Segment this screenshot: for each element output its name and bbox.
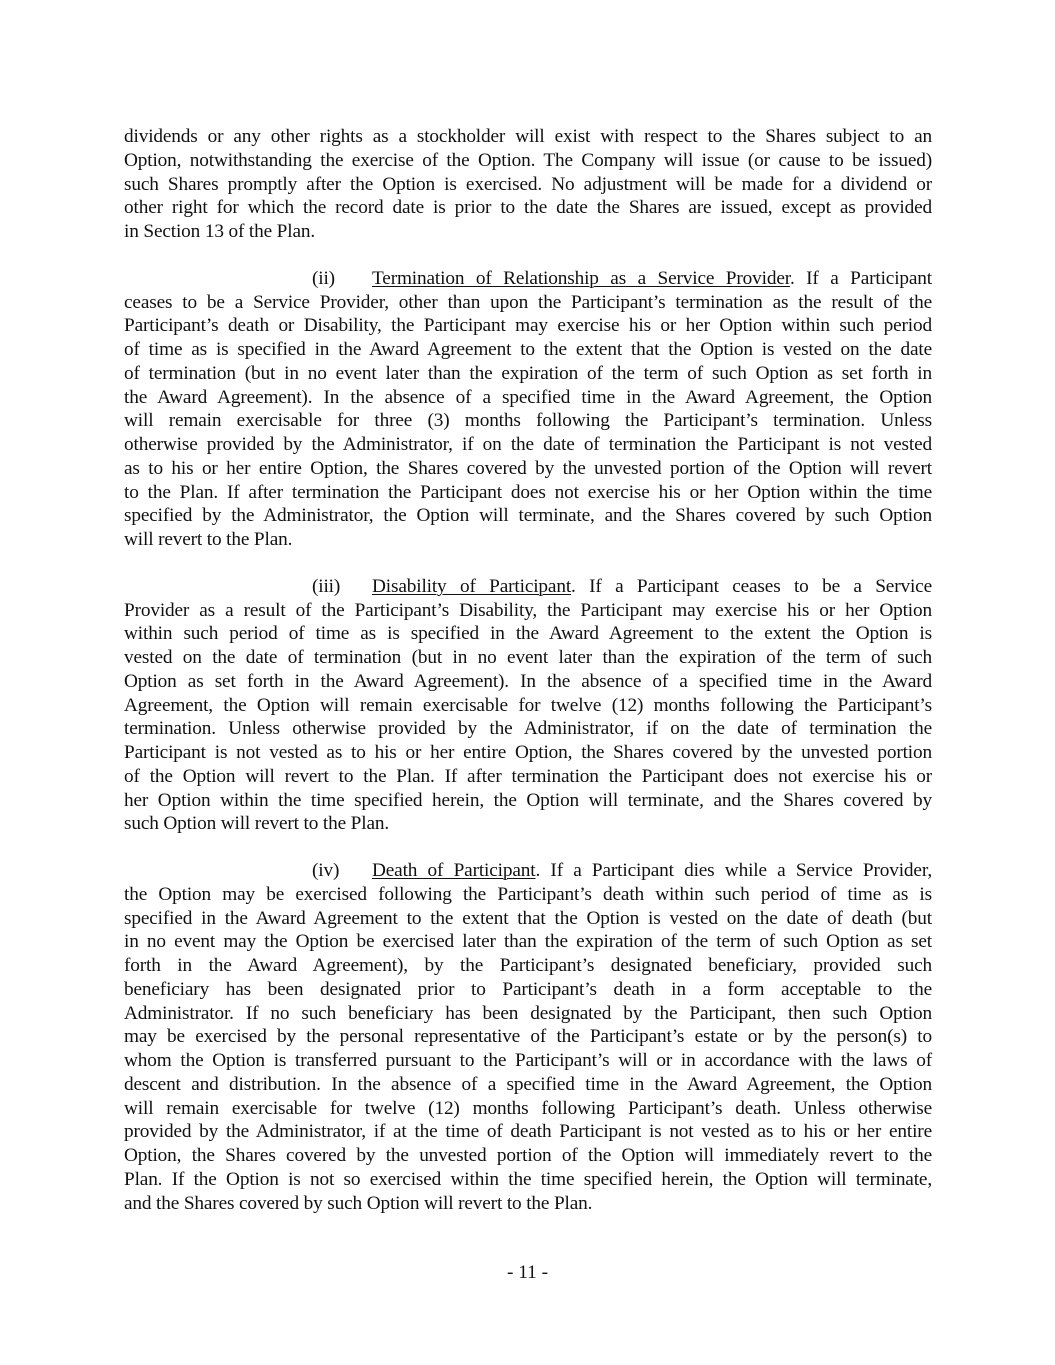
continued-paragraph bbox=[124, 125, 932, 244]
section-heading: Death of Participant bbox=[372, 860, 536, 881]
text-line: ceases to be a Service Provider, other than upon the Participant’s termination as the result of the bbox=[124, 291, 932, 313]
text-line: may be exercised by the personal representative of the Participant’s estate or by the person(s) to bbox=[124, 1026, 932, 1048]
text-line: Option, the Shares covered by the unvested portion of the Option will immediately revert to the bbox=[124, 1145, 932, 1166]
text-line: Option as set forth in the Award Agreement). In the absence of a specified time in the Award bbox=[124, 670, 932, 692]
section-number: (iv) bbox=[312, 860, 340, 881]
text-line: vested on the date of termination (but in no event later than the expiration of the term of such bbox=[124, 647, 932, 668]
text-line: of termination (but in no event later than the expiration of the term of such Option as set forth in bbox=[124, 362, 932, 384]
text-line: the Award Agreement). In the absence of a specified time in the Award Agreement, the Option bbox=[124, 386, 932, 408]
text-line: Option, notwithstanding the exercise of the Option. The Company will issue (or cause to be issued) bbox=[124, 149, 932, 171]
text-line: other right for which the record date is prior to the date the Shares are issued, except as provided bbox=[124, 197, 932, 219]
text-line: descent and distribution. In the absence of a specified time in the Award Agreement, the Option bbox=[124, 1073, 932, 1095]
text-line: beneficiary has been designated prior to Participant’s death in a form acceptable to the bbox=[124, 978, 932, 1000]
text-line: dividends or any other rights as a stockholder will exist with respect to the Shares subject to an bbox=[124, 126, 932, 147]
text-line: will revert to the Plan. bbox=[124, 529, 293, 550]
text-line: Participant’s death or Disability, the Participant may exercise his or her Option within such period bbox=[124, 315, 932, 337]
text-line: such Option will revert to the Plan. bbox=[124, 813, 390, 835]
text-line: her Option within the time specified herein, the Option will terminate, and the Shares covered by bbox=[124, 789, 932, 811]
text-line: otherwise provided by the Administrator, if on the date of termination the Participant is not vested bbox=[124, 434, 932, 455]
section-first-line bbox=[124, 575, 932, 599]
text-line: the Option may be exercised following the Participant’s death within such period of time as is bbox=[124, 883, 932, 905]
text-line: will remain exercisable for twelve (12) months following Participant’s death. Unless otherwise bbox=[124, 1097, 932, 1119]
text-line: to the Plan. If after termination the Participant does not exercise his or her Option within the time bbox=[124, 481, 932, 503]
text-line: in no event may the Option be exercised later than the expiration of the term of such Option as set bbox=[124, 931, 932, 953]
text-line: of time as is specified in the Award Agreement to the extent that the Option is vested on the date bbox=[124, 339, 932, 360]
document-page bbox=[124, 125, 932, 1238]
page-number: - 11 - bbox=[506, 1262, 549, 1283]
text-line: Provider as a result of the Participant’s Disability, the Participant may exercise his or her Option bbox=[124, 599, 932, 621]
text-line: provided by the Administrator, if at the time of death Participant is not vested as to his or her entire bbox=[124, 1121, 932, 1143]
text-line: specified by the Administrator, the Option will terminate, and the Shares covered by such Option bbox=[124, 505, 932, 527]
section-heading: Termination of Relationship as a Service Provider bbox=[372, 267, 790, 289]
section-first-line bbox=[124, 267, 932, 291]
text-line: whom the Option is transferred pursuant to the Participant’s will or in accordance with the laws of bbox=[124, 1050, 932, 1071]
section-number: (iii) bbox=[312, 575, 341, 597]
text-line: Administrator. If no such beneficiary has been designated by the Participant, then such Option bbox=[124, 1002, 932, 1024]
text-line: will remain exercisable for three (3) months following the Participant’s termination. Unless bbox=[124, 410, 932, 432]
text-line: Agreement, the Option will remain exercisable for twelve (12) months following the Participant’s bbox=[124, 694, 932, 716]
section-first-line-text: . If a Participant ceases to be a Service bbox=[571, 575, 932, 597]
section-number: (ii) bbox=[312, 267, 335, 289]
text-line: termination. Unless otherwise provided by the Administrator, if on the date of termination the bbox=[124, 718, 932, 740]
text-line: Plan. If the Option is not so exercised within the time specified herein, the Option will terminate, bbox=[124, 1168, 932, 1190]
text-line: as to his or her entire Option, the Shares covered by the unvested portion of the Option will revert bbox=[124, 457, 932, 479]
text-line: of the Option will revert to the Plan. If after termination the Participant does not exercise his or bbox=[124, 765, 932, 787]
text-line: within such period of time as is specified in the Award Agreement to the extent the Option is bbox=[124, 623, 932, 645]
text-line: specified in the Award Agreement to the extent that the Option is vested on the date of death (but bbox=[124, 907, 932, 929]
section-death-of-participant bbox=[124, 859, 932, 1215]
text-line: such Shares promptly after the Option is exercised. No adjustment will be made for a dividend or bbox=[124, 173, 932, 195]
section-first-line-text: . If a Participant dies while a Service Provider, bbox=[535, 860, 932, 881]
section-first-line-text: . If a Participant bbox=[789, 267, 932, 289]
section-disability-of-participant bbox=[124, 575, 932, 836]
section-first-line bbox=[124, 859, 932, 883]
section-termination-of-relationship bbox=[124, 267, 932, 552]
text-line: forth in the Award Agreement), by the Participant’s designated beneficiary, provided such bbox=[124, 955, 932, 976]
text-line: Participant is not vested as to his or her entire Option, the Shares covered by the unvested portion bbox=[124, 742, 932, 763]
text-line: in Section 13 of the Plan. bbox=[124, 221, 316, 242]
section-heading: Disability of Participant bbox=[372, 575, 572, 597]
text-line: and the Shares covered by such Option will revert to the Plan. bbox=[124, 1192, 593, 1214]
